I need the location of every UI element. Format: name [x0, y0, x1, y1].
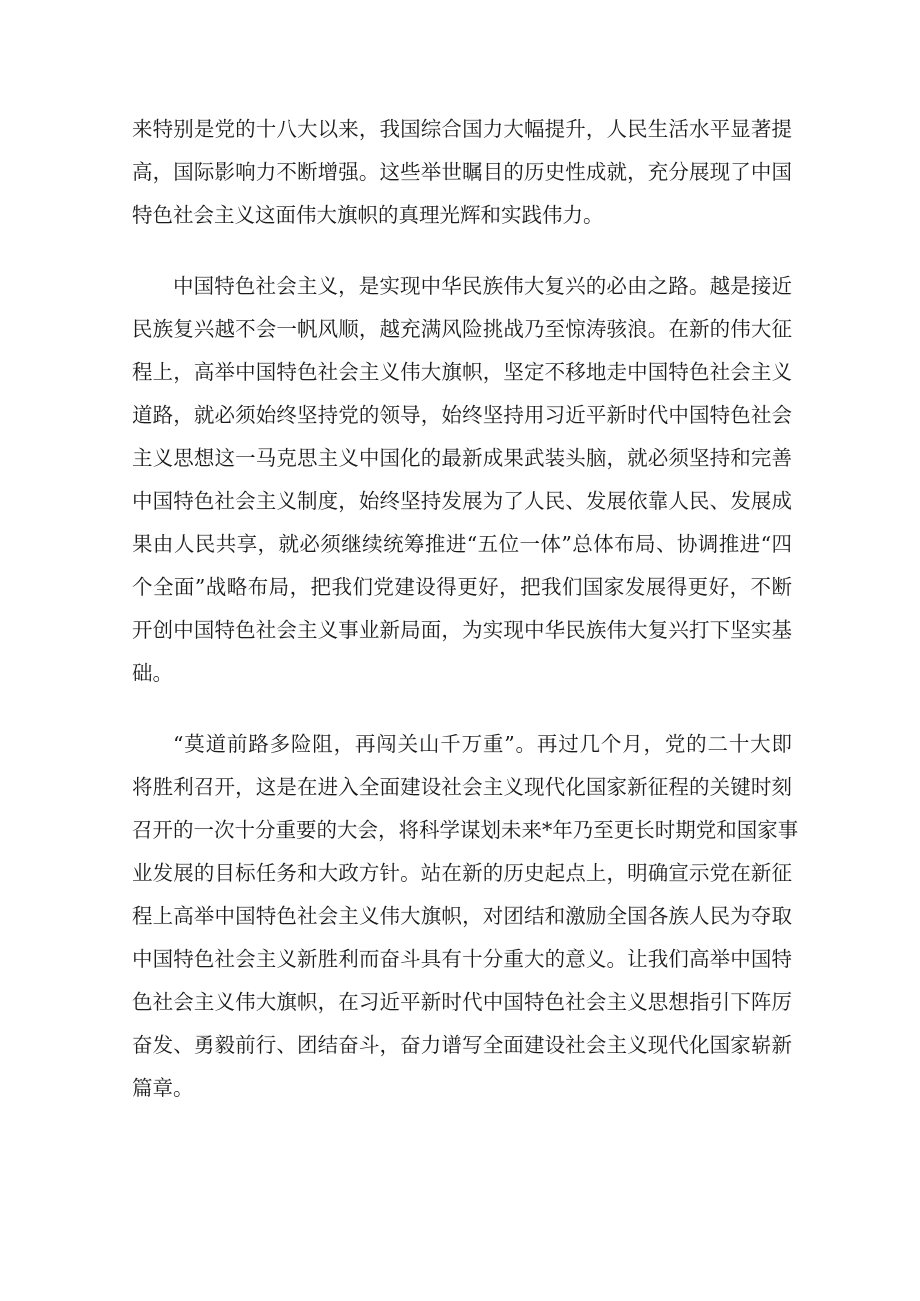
- text-line: 程上高举中国特色社会主义伟大旗帜，对团结和激励全国各族人民为夺取: [132, 904, 792, 928]
- document-body: [132, 108, 799, 1110]
- text-line: “莫道前路多险阻，再闯关山千万重”。再过几个月，党的二十大即: [173, 732, 792, 756]
- text-line: 中国特色社会主义，是实现中华民族伟大复兴的必由之路。越是接近: [173, 274, 792, 298]
- paragraph-gap: [132, 695, 792, 723]
- text-line: 奋发、勇毅前行、团结奋斗，奋力谱写全面建设社会主义现代化国家崭新: [132, 1033, 792, 1057]
- text-line: 来特别是党的十八大以来，我国综合国力大幅提升，人民生活水平显著提: [132, 117, 792, 141]
- text-line: 个全面”战略布局，把我们党建设得更好，把我们国家发展得更好，不断: [132, 575, 792, 599]
- paragraph-1: [132, 108, 792, 237]
- text-line: 开创中国特色社会主义事业新局面，为实现中华民族伟大复兴打下坚实基: [132, 618, 792, 642]
- text-line: 召开的一次十分重要的大会，将科学谋划未来*年乃至更长时期党和国家事: [132, 818, 799, 842]
- text-line: 特色社会主义这面伟大旗帜的真理光辉和实践伟力。: [132, 203, 604, 227]
- text-line: 道路，就必须始终坚持党的领导，始终坚持用习近平新时代中国特色社会: [132, 403, 792, 427]
- text-line: 中国特色社会主义新胜利而奋斗具有十分重大的意义。让我们高举中国特: [132, 947, 792, 971]
- paragraph-2: [132, 265, 792, 695]
- text-line: 民族复兴越不会一帆风顺，越充满风险挑战乃至惊涛骇浪。在新的伟大征: [132, 317, 792, 341]
- text-line: 果由人民共享，就必须继续统筹推进“五位一体”总体布局、协调推进“四: [132, 532, 792, 556]
- text-line: 主义思想这一马克思主义中国化的最新成果武装头脑，就必须坚持和完善: [132, 446, 792, 470]
- text-line: 业发展的目标任务和大政方针。站在新的历史起点上，明确宣示党在新征: [132, 861, 792, 885]
- paragraph-gap: [132, 237, 792, 265]
- text-line: 中国特色社会主义制度，始终坚持发展为了人民、发展依靠人民、发展成: [132, 489, 792, 513]
- text-line: 程上，高举中国特色社会主义伟大旗帜，坚定不移地走中国特色社会主义: [132, 360, 792, 384]
- text-line: 础。: [132, 661, 173, 685]
- text-line: 高，国际影响力不断增强。这些举世瞩目的历史性成就，充分展现了中国: [132, 160, 792, 184]
- text-line: 将胜利召开，这是在进入全面建设社会主义现代化国家新征程的关键时刻: [132, 775, 792, 799]
- text-line: 色社会主义伟大旗帜，在习近平新时代中国特色社会主义思想指引下阵厉: [132, 990, 792, 1014]
- text-line: 篇章。: [132, 1076, 194, 1100]
- paragraph-3: [132, 723, 799, 1110]
